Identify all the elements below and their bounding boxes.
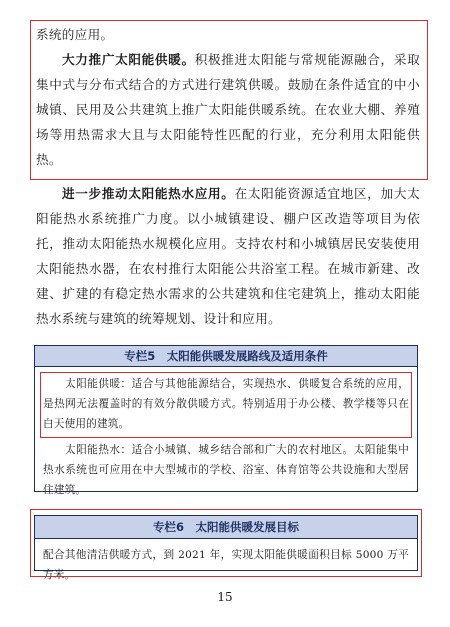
- sidebar-box-title: 专栏5 太阳能供暖发展路线及适用条件: [35, 346, 417, 367]
- sidebar-box-title: 专栏6 太阳能供暖发展目标: [35, 516, 417, 539]
- page-number: 15: [217, 590, 233, 604]
- paragraph-solar-water: [36, 181, 420, 331]
- highlight-frame-2: [40, 372, 412, 438]
- paragraph-lead: 大力推广太阳能供暖。: [62, 52, 195, 67]
- paragraph-body: 在太阳能资源适宜地区，加大太阳能热水系统推广力度。以小城镇建设、棚户区改造等项目为依托，推动太阳能热水规模化应用。支持农村和小城镇居民安装使用太阳能热水器，在农村推行太阳能公共浴室工程。在城市新建、改建、扩建的有稳定热水需求的公共建筑和住宅建筑上，推动太阳能热水系统与建筑的统筹规划、设计和应用。: [36, 186, 421, 326]
- highlight-frame-1: [30, 20, 428, 180]
- paragraph-continuation: 系统的应用。: [36, 27, 114, 42]
- paragraph-lead: 进一步推动太阳能热水应用。: [62, 186, 235, 201]
- box-item-solar-water: 太阳能热水：适合小城镇、城乡结合部和广大的农村地区。太阳能集中热水系统也可应用在中大型城市的学校、浴室、体育馆等公共设施和大型居住建筑。: [43, 444, 409, 496]
- paragraph-body: 积极推进太阳能与常规能源融合，采取集中式与分布式结合的方式进行建筑供暖。鼓励在条件适宜的中小城镇、民用及公共建筑上推广太阳能供暖系统。在农业大棚、养殖场等用热需求大且与太阳能特性匹配的行业，充分利用太阳能供热。: [36, 52, 420, 167]
- box-item-solar-heating: 太阳能供暖：适合与其他能源结合，实现热水、供暖复合系统的应用，是热网无法覆盖时的有效分散供暖方式。特别适用于办公楼、教学楼等只在白天使用的建筑。: [43, 378, 409, 430]
- box-item-target: 配合其他清洁供暖方式，到 2021 年，实现太阳能供暖面积目标 5000 万平方米。: [43, 549, 409, 581]
- highlight-frame-3: [30, 509, 422, 577]
